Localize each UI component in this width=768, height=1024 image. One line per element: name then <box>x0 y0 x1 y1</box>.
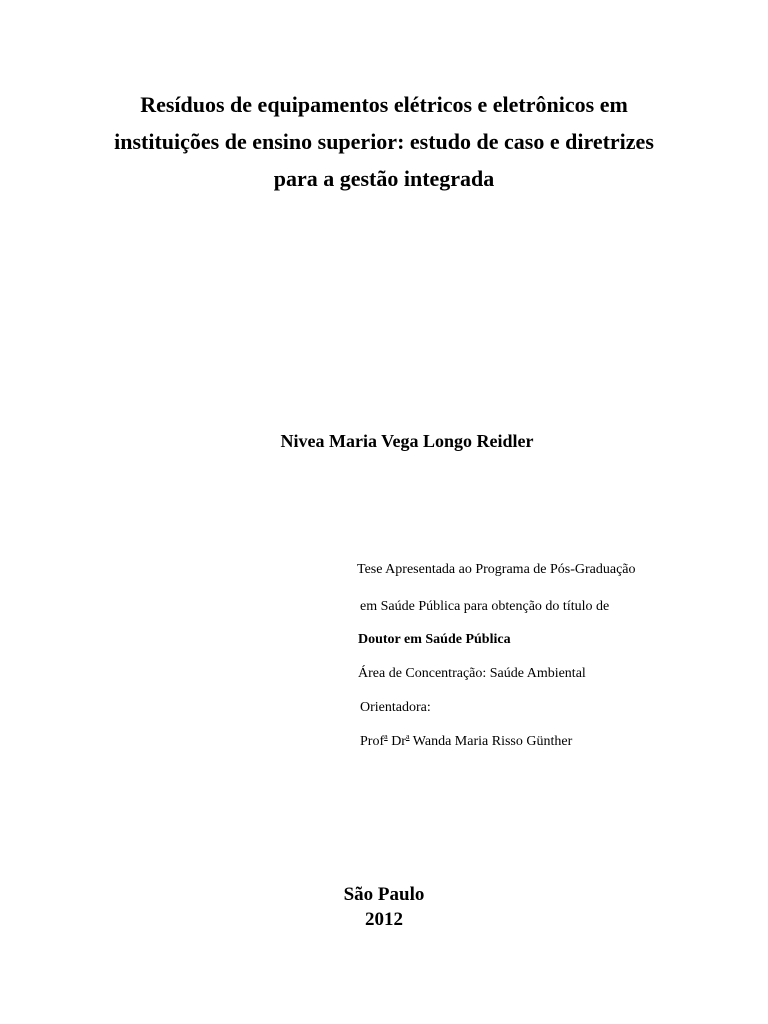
advisor-full-name: Wanda Maria Risso Günther <box>409 734 573 749</box>
submission-line-1: Tese Apresentada ao Programa de Pós-Graduação <box>357 562 636 577</box>
thesis-title <box>60 86 708 197</box>
advisor-label: Orientadora: <box>360 700 431 715</box>
place-and-year <box>284 882 484 932</box>
advisor-name <box>360 733 572 751</box>
advisor-title-prof-ordinal: a <box>384 732 388 741</box>
concentration-area: Área de Concentração: Saúde Ambiental <box>358 666 586 681</box>
submission-line-2: em Saúde Pública para obtenção do título de <box>360 599 610 614</box>
advisor-title-dr: Dr <box>387 734 406 749</box>
year: 2012 <box>365 909 403 930</box>
thesis-title-line-1: Resíduos de equipamentos elétricos e eletrônicos em <box>140 92 628 117</box>
thesis-title-line-3: para a gestão integrada <box>273 166 495 191</box>
thesis-title-line-2: instituições de ensino superior: estudo de caso e diretrizes <box>114 129 654 154</box>
author-name: Nivea Maria Vega Longo Reidler <box>280 431 534 451</box>
advisor-title-prof: Prof <box>360 734 385 749</box>
city: São Paulo <box>343 884 425 905</box>
degree-title: Doutor em Saúde Pública <box>358 632 511 647</box>
advisor-title-dr-ordinal: a <box>405 732 410 741</box>
